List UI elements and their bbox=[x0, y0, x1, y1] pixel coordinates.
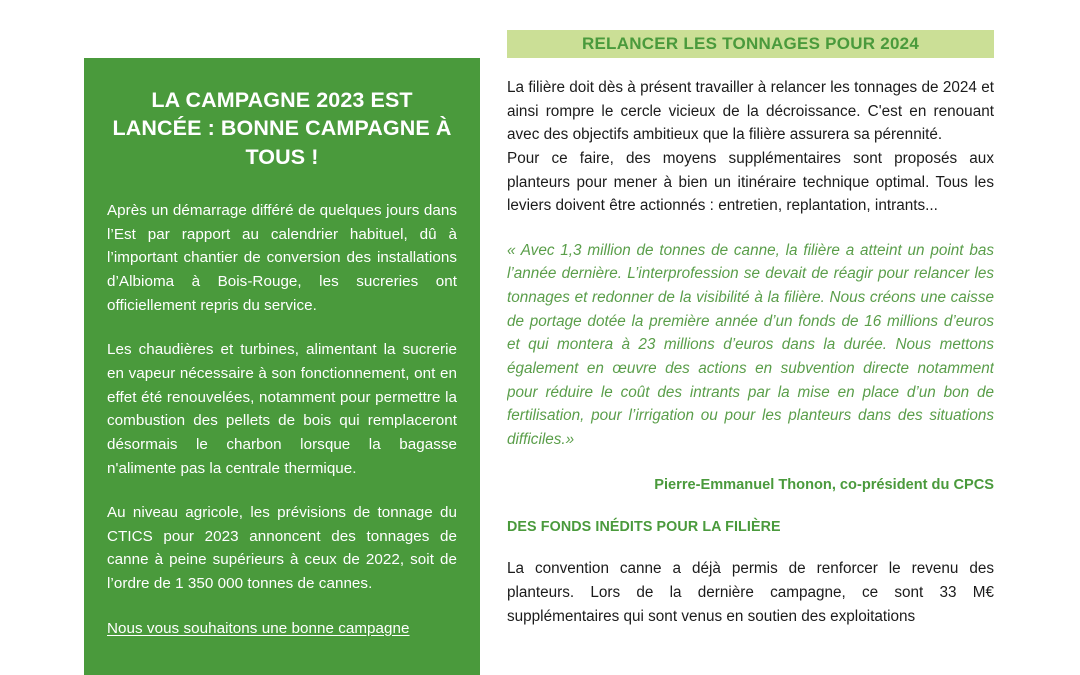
left-green-panel bbox=[84, 58, 480, 675]
section-banner bbox=[507, 30, 994, 58]
section-banner-title: RELANCER LES TONNAGES POUR 2024 bbox=[581, 34, 920, 53]
panel-paragraph-1: Après un démarrage différé de quelques jours dans l’Est par rapport au calendrier habituel, dû à l’important chantier de conversion des installations d’Albioma à Bois-Rouge, les sucreries ont officiellement repris du service. bbox=[107, 202, 457, 314]
panel-paragraph-3: Au niveau agricole, les prévisions de tonnage du CTICS pour 2023 annoncent des tonnages de canne à peine supérieurs à ceux de 2022, soit de l’ordre de 1 350 000 tonnes de cannes. bbox=[107, 504, 457, 593]
panel-closing-line: Nous vous souhaitons une bonne campagne bbox=[107, 619, 410, 637]
quote-attribution: Pierre-Emmanuel Thonon, co-président du CPCS bbox=[654, 477, 994, 494]
panel-heading: LA CAMPAGNE 2023 EST LANCÉE : BONNE CAMPAGNE À TOUS ! bbox=[112, 88, 452, 169]
right-subheading: DES FONDS INÉDITS POUR LA FILIÈRE bbox=[507, 519, 781, 536]
panel-paragraph-2: Les chaudières et turbines, alimentant la sucrerie en vapeur nécessaire à son fonctionnement, ont en effet été renouvelées, notamment pour permettre la combustion des pellets de bois qui remplaceront désormais le charbon lorsque la bagasse n'alimente pas la centrale thermique. bbox=[107, 341, 457, 477]
right-closing-paragraph: La convention canne a déjà permis de renforcer le revenu des planteurs. Lors de la dernière campagne, ce sont 33 M€ supplémentaires qui sont venus en soutien des exploitations bbox=[507, 560, 994, 625]
right-column bbox=[507, 30, 994, 675]
right-paragraph-1: La filière doit dès à présent travailler à relancer les tonnages de 2024 et ainsi rompre le cercle vicieux de la décroissance. C'est en renouant avec des objectifs ambitieux que la filière assurera sa pérennité. bbox=[507, 79, 994, 144]
right-paragraph-2: Pour ce faire, des moyens supplémentaires sont proposés aux planteurs pour mener à bien un itinéraire technique optimal. Tous les leviers doivent être actionnés : entretien, replantation, intrants... bbox=[507, 149, 994, 215]
pull-quote: « Avec 1,3 million de tonnes de canne, la filière a atteint un point bas l’année dernière. L’interprofession se devait de réagir pour relancer les tonnages et redonner de la visibilité à la filière. Nous créons une caisse de portage dotée la première année d’un fonds de 16 millions d’euros et qui montera à 23 millions d’euros dans la durée. Nous mettons également en œuvre des actions en subvention directe notamment pour réduire le coût des intrants par la mise en place d’un bon de fertilisation, pour l’irrigation ou pour les planteurs dans des situations difficiles.» bbox=[507, 241, 994, 448]
